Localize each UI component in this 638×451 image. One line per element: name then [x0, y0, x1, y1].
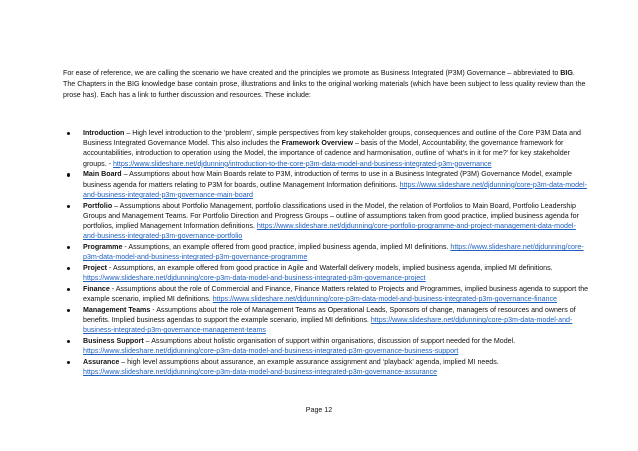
item-text: Assumptions about Portfolio Management, portfolio classifications used in the Model, the relation of Portfolios to Main Board, Portfolio Leadership Groups and Management Teams. For Portfolio Direction and Progress Groups – outline of assumptions taken from good practice, implied business agenda for portfolios, implied Management Information definitions. [83, 201, 579, 231]
item-link[interactable]: https://www.slideshare.net/djdunning/core-p3m-data-model-and-business-integrated-p3m-governance-main-board [83, 180, 587, 199]
item-title: Management Teams [83, 306, 151, 315]
item-separator: – [119, 358, 128, 367]
intro-abbreviation: BIG [560, 69, 573, 77]
item-separator: – [143, 337, 152, 346]
item-link[interactable]: https://www.slideshare.net/djdunning/core-p3m-data-model-and-business-integrated-p3m-governance-finance [212, 295, 557, 304]
bullet-icon [67, 309, 70, 312]
bullet-icon [67, 132, 70, 135]
list-item-management-teams [63, 305, 590, 336]
intro-text-end: . The Chapters in the BIG knowledge base contain prose, illustrations and links to the original working materials (which have been subject to less quality review than the prose has). Each has a link to further discussion and resources. These include: [63, 69, 586, 99]
item-title: Project [83, 264, 108, 273]
bullet-icon [67, 361, 70, 364]
item-separator: - [150, 306, 157, 315]
list-item-finance [63, 284, 590, 304]
item-link[interactable]: https://www.slideshare.net/djdunning/core-p3m-data-model-and-business-integrated-p3m-governance-project [83, 274, 426, 283]
item-separator: - [109, 285, 116, 294]
bullet-icon [67, 173, 70, 176]
item-separator: – [112, 201, 120, 210]
item-text: Assumptions about the role of Commercial and Finance, Finance Matters related to Projects and Programmes, implied business agenda to support the example scenario, implied MI definitions. [83, 285, 589, 304]
item-subtitle: Framework Overview [281, 139, 353, 148]
item-text-continued: – basis of the Model, Accountability, the governance framework for accountabilities, introduction to operation using the Model, the importance of cadence and harmonisation, outline of ‘what’s in it for me?’ for key stakeholder groups. - [83, 139, 570, 168]
item-link[interactable]: https://www.slideshare.net/djdunning/core-portfolio-programme-and-project-management-data-model-and-business-integrated-p3m-governance-portfolio [83, 222, 576, 241]
item-title: Business Support [83, 337, 144, 346]
item-title: Main Board [83, 170, 122, 179]
item-text: high level assumptions about assurance, an example assurance assignment and ‘playback’ agenda, implied MI needs. [127, 358, 499, 367]
item-title: Introduction [83, 129, 125, 137]
bullet-icon [67, 246, 70, 249]
item-separator: – [124, 129, 133, 137]
list-item-programme [63, 242, 590, 262]
intro-paragraph [63, 68, 588, 101]
bullet-icon [67, 288, 70, 291]
item-link[interactable]: https://www.slideshare.net/djdunning/core-p3m-data-model-and-business-integrated-p3m-governance-programme [83, 243, 584, 262]
chapter-list [63, 128, 590, 378]
item-separator: – [121, 170, 130, 179]
item-title: Portfolio [83, 201, 113, 210]
item-link[interactable]: https://www.slideshare.net/djdunning/core-p3m-data-model-and-business-integrated-p3m-governance-business-support [83, 347, 459, 356]
item-separator: - [107, 264, 113, 273]
item-text: Assumptions, an example offered from good practice in Agile and Waterfall delivery models, implied business agenda, implied MI definitions. [112, 264, 553, 273]
list-item-project [63, 263, 590, 283]
list-item-portfolio [63, 201, 590, 242]
item-text: Assumptions about the role of Management Teams as Operational Leads, Sponsors of change, managers of resources and owners of benefits. Implied business agendas to support the example scenario, implied MI definitions. [83, 306, 576, 325]
intro-text-start: For ease of reference, we are calling the scenario we have created and the principles we promote as Business Integrated (P3M) Governance – abbreviated to [63, 69, 561, 77]
bullet-icon [67, 340, 70, 343]
page-number: Page 12 [305, 406, 333, 414]
list-item-business-support [63, 336, 590, 356]
item-text: Assumptions about how Main Boards relate to P3M, introduction of terms to use in a Business Integrated (P3M) Governance Model, example business agenda for matters relating to P3M for boards, outline Management Information definitions. [83, 170, 572, 189]
item-separator: - [122, 243, 129, 252]
item-text: Assumptions about holistic organisation of support within organisations, discussion of support needed for the Model. [151, 337, 516, 346]
item-title: Finance [83, 285, 110, 294]
item-text: High level introduction to the ‘problem’, simple perspectives from key stakeholder groups, consequences and outline of the Core P3M Data and Business Integrated Governance Model. This also includes the [83, 129, 581, 148]
item-title: Programme [83, 243, 123, 252]
item-link[interactable]: https://www.slideshare.net/djdunning/introduction-to-the-core-p3m-data-model-and-business-integrated-p3m-governance [112, 159, 492, 168]
bullet-icon [67, 205, 70, 208]
bullet-icon [67, 267, 70, 270]
list-item-assurance [63, 357, 590, 377]
item-text: Assumptions, an example offered from good practice, implied business agenda, implied MI definitions. [128, 243, 451, 252]
list-item-introduction [63, 128, 590, 169]
item-link[interactable]: https://www.slideshare.net/djdunning/core-p3m-data-model-and-business-integrated-p3m-governance-assurance [83, 368, 438, 377]
list-item-main-board [63, 169, 590, 200]
item-link[interactable]: https://www.slideshare.net/djdunning/core-p3m-data-model-and-business-integrated-p3m-governance-management-teams [83, 316, 573, 335]
item-title: Assurance [83, 358, 120, 367]
